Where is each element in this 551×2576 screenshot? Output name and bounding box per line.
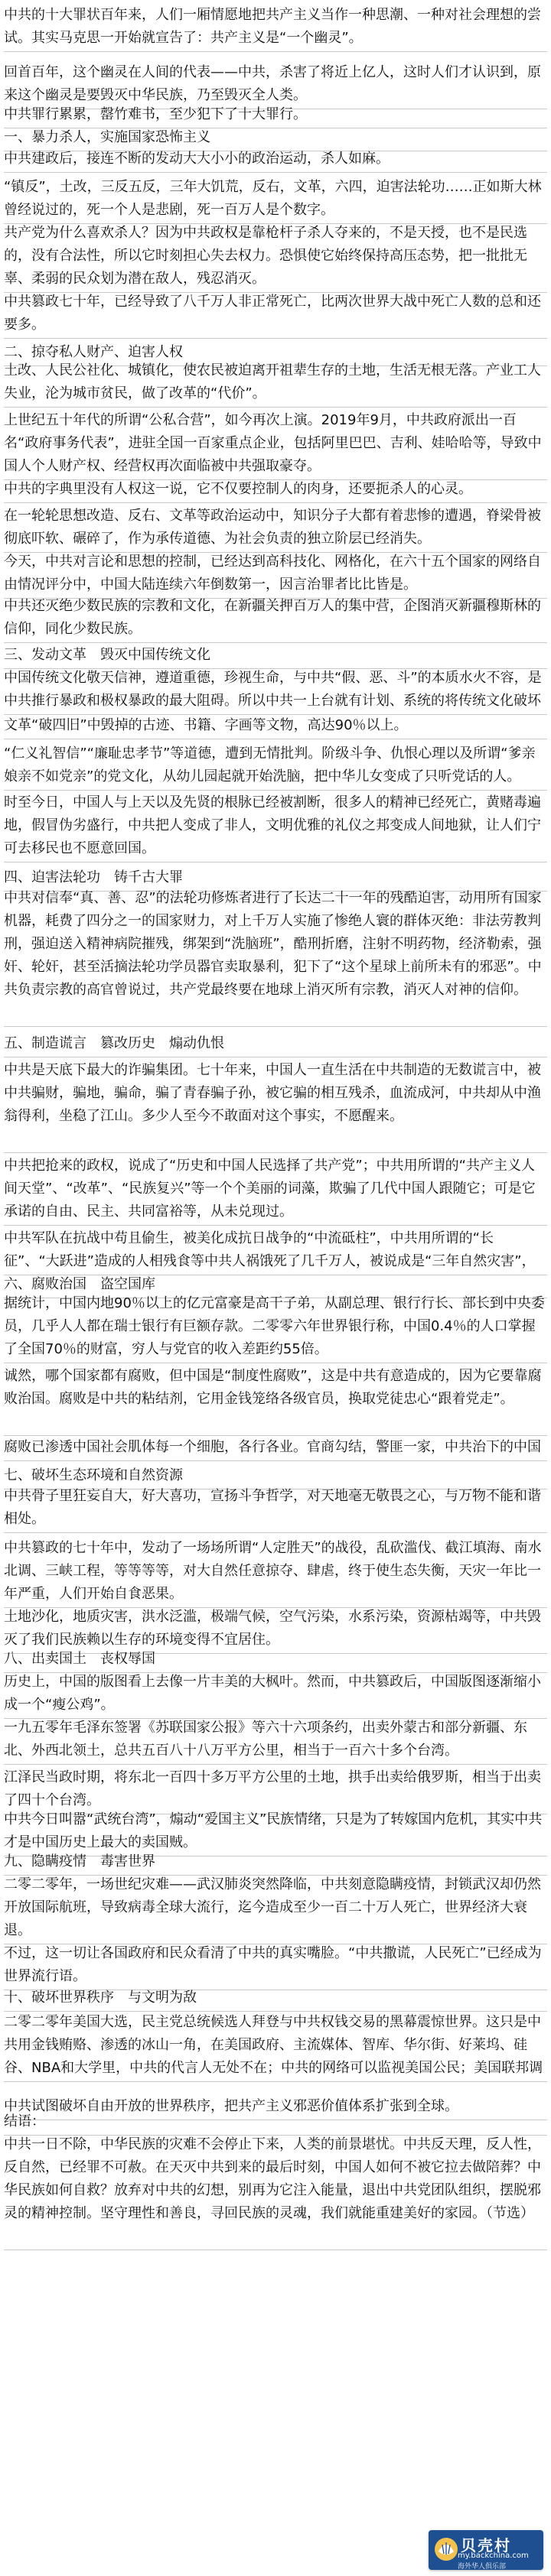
paragraph: “镇反”，土改，三反五反，三年大饥荒，反右，文革，六四，迫害法轮功……正如斯大林曾经说过的，死一个人是悲剧，死一百万人是个数字。 bbox=[4, 179, 542, 218]
paragraph: 中共是天底下最大的诈骗集团。七十年来，中国人一直生活在中共制造的无数谎言中，被中共骗财，骗地，骗命，骗了青春骗子孙，被它骗的相互残杀，血流成河，中共却从中渔翁得利，坐稳了江山。多少人至今不敢面对这个事实，不愿醒来。 bbox=[4, 1062, 541, 1124]
paragraph: 二零二零年美国大选，民主党总统候选人拜登与中共权钱交易的黑幕震惊世界。这只是中共用金钱贿赂、渗透的冰山一角，在美国政府、主流媒体、智库、华尔街、好莱坞、硅谷、NBA和大学里，中共的代言人无处不在；中共的网络可以监视美国公民；美国联邦调 bbox=[4, 2014, 543, 2076]
paragraph: 诚然，哪个国家都有腐败，但中国是“制度性腐败”，这是中共有意造成的，因为它要靠腐败治国。腐败是中共的粘结剂，它用金钱笼络各级官员，换取党徒忠心“跟着党走”。 bbox=[4, 1368, 542, 1407]
paragraph: 今天，中共对言论和思想的控制，已经达到高科技化、网格化，在六十五个国家的网络自由情况评分中，中国大陆连续六年倒数第一，因言治罪者比比皆是。 bbox=[4, 554, 541, 593]
paragraph: 中共篡政七十年，已经导致了八千万人非正常死亡，比两次世界大战中死亡人数的总和还要多。 bbox=[4, 294, 541, 333]
paragraph: 中共罪行累累，罄竹难书，至少犯下了十大罪行。 bbox=[4, 106, 307, 122]
paragraph: 中国传统文化敬天信神，遵道重德，珍视生命，与中共“假、恶、斗”的本质水火不容，是中共推行暴政和极权暴政的最大阻碍。所以中共一上台就有计划、系统的将传统文化破坏 bbox=[4, 670, 542, 709]
paragraph-divider bbox=[4, 790, 547, 791]
paragraph: 时至今日，中国人与上天以及先贤的根脉已经被割断，很多人的精神已经死亡，黄赌毒遍地，假冒伪劣盛行，中共把人变成了非人，文明优雅的礼仪之邦变成人间地狱，让人们宁可去移民也不愿意回国。 bbox=[4, 794, 541, 856]
paragraph: 中共今日叫嚣“武统台湾”，煽动“爱国主义”民族情绪，只是为了转嫁国内危机，其实中共才是中国历史上最大的卖国贼。 bbox=[4, 1811, 543, 1850]
paragraph: 土改、人民公社化、城镇化，使农民被迫离开祖辈生存的土地，生活无根无落。产业工人失业，沦为城市贫民，做了改革的“代价”。 bbox=[4, 362, 541, 401]
paragraph-divider bbox=[4, 338, 547, 339]
site-watermark bbox=[429, 2530, 543, 2570]
paragraph: 二、掠夺私人财产、迫害人权 bbox=[4, 344, 183, 360]
paragraph-divider bbox=[4, 642, 547, 643]
paragraph-divider bbox=[4, 1460, 547, 1461]
paragraph-divider bbox=[4, 2081, 547, 2082]
paragraph: 上世纪五十年代的所谓“公私合营”，如今再次上演。2019年9月，中共政府派出一百名“政府事务代表”，进驻全国一百家重点企业，包括阿里巴巴、吉利、娃哈哈等，导致中国人个人财产权、经营权再次面临被中共强取豪夺。 bbox=[4, 412, 542, 474]
paragraph-divider bbox=[4, 502, 547, 503]
paragraph: 共产党为什么喜欢杀人？因为中共政权是靠枪杆子杀人夺来的，不是天授，也不是民选的，没有合法性，所以它时刻担心失去权力。恐惧使它始终保持高压态势，把一批批无辜、柔弱的民众划为潜在敌人，残忍消灭。 bbox=[4, 225, 527, 287]
article-body bbox=[4, 0, 547, 2576]
paragraph: 中共一日不除，中华民族的灾难不会停止下来，人类的前景堪忧。中共反天理，反人性，反自然，已经罪不可赦。在天灭中共到来的最后时刻，中国人如何不被它拉去做陪葬？中华民族如何自救？放弃对中共的幻想，别再为它注入能量，退出中共党团队组织，摆脱邪灵的精神控制。坚守理性和善良，寻回民族的灵魂，我们就能重建美好的家园。（节选） bbox=[4, 2136, 541, 2221]
paragraph: 中共试图破坏自由开放的世界秩序，把共产主义邪恶价值体系扩张到全球。 bbox=[4, 2098, 458, 2114]
paragraph: 中共还灭绝少数民族的宗教和文化，在新疆关押百万人的集中营，企图消灭新疆穆斯林的信仰，同化少数民族。 bbox=[4, 598, 541, 637]
paragraph-divider bbox=[4, 407, 547, 408]
paragraph: 二零二零年，一场世纪灾难——武汉肺炎突然降临，中共刻意隐瞒疫情，封锁武汉却仍然开放国际航班，导致病毒全球大流行，迄今造成至少一百二十万人死亡，世界经济大衰退。 bbox=[4, 1876, 541, 1938]
watermark-url: my.backchina.com bbox=[458, 2552, 529, 2560]
paragraph: 九、隐瞒疫情 毒害世界 bbox=[4, 1853, 155, 1869]
paragraph: 一、暴力杀人，实施国家恐怖主义 bbox=[4, 129, 210, 145]
paragraph: 土地沙化，地质灾害，洪水泛滥，极端气候，空气污染，水系污染，资源枯竭等，中共毁灭了我们民族赖以生存的环境变得不宜居住。 bbox=[4, 1609, 541, 1648]
paragraph: 历史上，中国的版图看上去像一片丰美的大枫叶。然而，中共篡政后，中国版图逐渐缩小成一个“瘦公鸡”。 bbox=[4, 1674, 541, 1713]
paragraph: 中共骨子里狂妄自大，好大喜功，宣扬斗争哲学，对天地毫无敬畏之心，与万物不能和谐相处。 bbox=[4, 1488, 541, 1527]
paragraph: 中共对信奉“真、善、忍”的法轮功修炼者进行了长达二十一年的残酷迫害，动用所有国家机器，耗费了四分之一的国家财力，对上千万人实施了惨绝人寰的群体灭绝：非法劳教判刑，强迫送入精神病院摧残，绑架到“洗脑班”，酷刑折磨，注射不明药物，经济勒索，强奸、轮奸，甚至活摘法轮功学员器官卖取暴利，犯下了“这个星球上前所未有的邪恶”。中共负责宗教的高官曾说过，共产党最终要在地球上消灭所有宗教，消灭人对神的信仰。 bbox=[4, 890, 542, 998]
paragraph: 四、迫害法轮功 铸千古大罪 bbox=[4, 869, 183, 885]
paragraph: 不过，这一切让各国政府和民众看清了中共的真实嘴脸。“中共撒谎，人民死亡”已经成为世界流行语。 bbox=[4, 1945, 542, 1984]
paragraph: 中共把抢来的政权，说成了“历史和中国人民选择了共产党”；中共用所谓的“共产主义人间天堂”、“改革”、“民族复兴”等一个个美丽的词藻，欺骗了几代中国人跟随它；可是它承诺的自由、民主、共同富裕等，从未兑现过。 bbox=[4, 1158, 536, 1220]
paragraph-divider bbox=[4, 1532, 547, 1533]
paragraph: 中共军队在抗战中苟且偷生，被美化成抗日战争的“中流砥柱”，中共用所谓的“长征”、“大跃进”造成的人相残食等中共人祸饿死了几千万人，被说成是“三年自然灾害”， bbox=[4, 1230, 536, 1269]
paragraph: 十、破坏世界秩序 与文明为敌 bbox=[4, 1990, 197, 2006]
paragraph: 中共的十大罪状百年来，人们一厢情愿地把共产主义当作一种思潮、一种对社会理想的尝试。其实马克思一开始就宣告了：共产主义是“一个幽灵”。 bbox=[4, 7, 541, 46]
paragraph: 中共篡政的七十年中，发动了一场场所谓“人定胜天”的战役，乱砍滥伐、截江填海、南水北调、三峡工程，等等等等，对大自然任意掠夺、肆虐，终于使生态失衡，天灾一年比一年严重，人们开始自食恶果。 bbox=[4, 1540, 542, 1602]
paragraph-divider bbox=[4, 172, 547, 173]
paragraph: 中共的字典里没有人权这一说，它不仅要控制人的肉身，还要扼杀人的心灵。 bbox=[4, 481, 472, 497]
paragraph: 中共建政后，接连不断的发动大大小小的政治运动，杀人如麻。 bbox=[4, 151, 390, 167]
shell-logo-icon bbox=[433, 2536, 459, 2562]
watermark-brand: 贝壳村 bbox=[461, 2536, 511, 2555]
paragraph: 一九五零年毛泽东签署《苏联国家公报》等六十六项条约，出卖外蒙古和部分新疆、东北、外西北领土，总共五百八十八万平方公里，相当于一百六十多个台湾。 bbox=[4, 1720, 527, 1759]
paragraph: 江泽民当政时期，将东北一百四十多万平方公里的土地，拱手出卖给俄罗斯，相当于出卖了四十个台湾。 bbox=[4, 1769, 541, 1808]
paragraph: “仁义礼智信”“廉耻忠孝节”等道德，遭到无情批判。阶级斗争、仇恨心理以及所谓“爹亲娘亲不如党亲”的党文化，从幼儿园起就开始洗脑，把中华儿女变成了只听党话的人。 bbox=[4, 746, 536, 784]
watermark-slogan: 海外华人俱乐部 bbox=[458, 2563, 507, 2571]
paragraph: 文革“破四旧”中毁掉的古迹、书籍、字画等文物，高达90％以上。 bbox=[4, 717, 408, 733]
paragraph: 三、发动文革 毁灭中国传统文化 bbox=[4, 647, 210, 663]
paragraph: 五、制造谎言 篡改历史 煽动仇恨 bbox=[4, 1035, 224, 1051]
paragraph: 在一轮轮思想改造、反右、文革等政治运动中，知识分子大都有着悲惨的遭遇，脊梁骨被彻底吓软、碾碎了，作为承传道德、为社会负责的独立阶层已经消失。 bbox=[4, 508, 541, 547]
paragraph: 回首百年，这个幽灵在人间的代表——中共，杀害了将近上亿人，这时人们才认识到，原来这个幽灵是要毁灭中华民族，乃至毁灭全人类。 bbox=[4, 64, 541, 103]
paragraph-divider bbox=[4, 1225, 547, 1226]
paragraph: 据统计，中国内地90％以上的亿元富豪是高干子弟，从副总理、银行行长、部长到中央委员，几乎人人都在瑞士银行有巨额存款。二零零六年世界银行称，中国0.4％的人口掌握了全国70％的财富，穷人与党官的收入差距约55倍。 bbox=[4, 1295, 545, 1357]
paragraph: 六、腐败治国 盗空国库 bbox=[4, 1276, 155, 1292]
paragraph-divider bbox=[4, 1026, 547, 1027]
paragraph-divider bbox=[4, 51, 547, 52]
paragraph: 结语： bbox=[4, 2113, 45, 2129]
paragraph-divider bbox=[4, 1764, 547, 1765]
paragraph: 八、出卖国土 丧权辱国 bbox=[4, 1651, 155, 1667]
paragraph-divider bbox=[4, 1152, 547, 1153]
paragraph: 腐败已渗透中国社会肌体每一个细胞，各行各业。官商勾结，警匪一家，中共治下的中国 bbox=[4, 1439, 541, 1455]
paragraph: 七、破坏生态环境和自然资源 bbox=[4, 1467, 183, 1483]
